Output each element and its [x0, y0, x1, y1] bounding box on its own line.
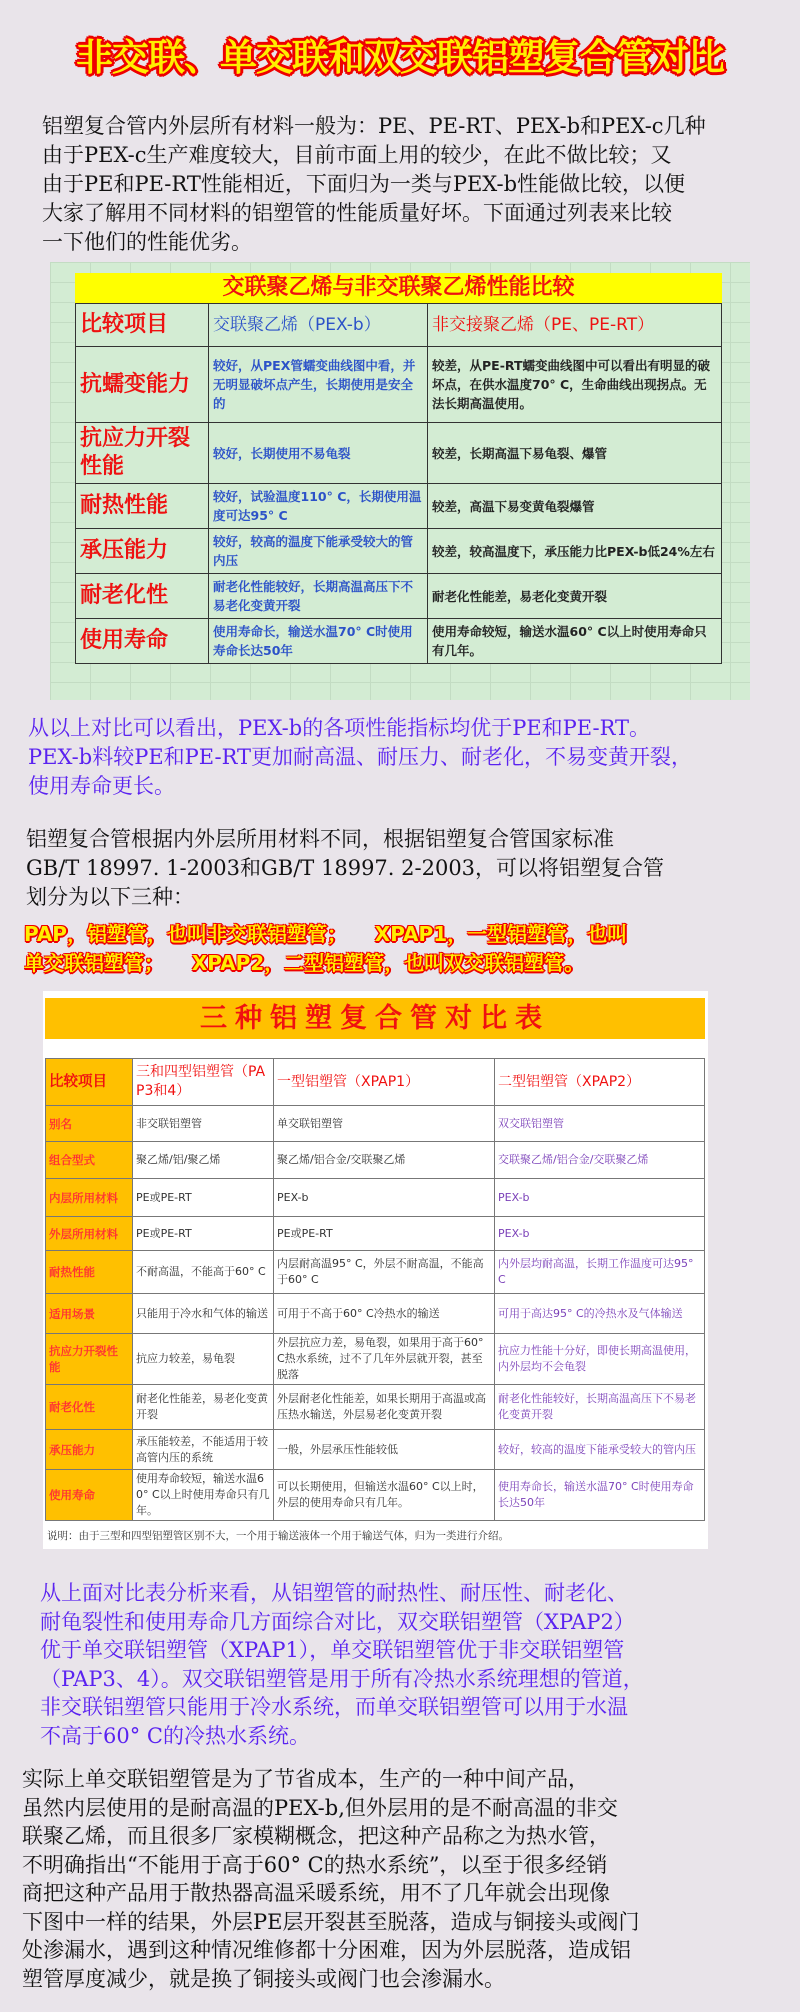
- row-label: 适用场景: [46, 1294, 133, 1334]
- text-line: 联聚乙烯，而且很多厂家模糊概念，把这种产品称之为热水管，: [22, 1824, 610, 1848]
- table-cell: 使用寿命较短，输送水温60° C以上时使用寿命只有几年。: [133, 1470, 274, 1521]
- table-row: [46, 1142, 705, 1179]
- table-cell: 非交联铝塑管: [133, 1106, 274, 1142]
- table-cell: 一般，外层承压性能较低: [274, 1430, 495, 1470]
- row-label: 耐热性能: [46, 1251, 133, 1294]
- table-cell: 聚乙烯/铝合金/交联聚乙烯: [274, 1142, 495, 1179]
- table-row: [46, 1179, 705, 1217]
- row-label: 承压能力: [76, 529, 209, 574]
- table-row: [46, 1385, 705, 1430]
- row-label: 抗应力开裂性能: [46, 1334, 133, 1385]
- table-cell: 耐老化性能差，易老化变黄开裂: [428, 574, 722, 619]
- text-line: PEX-b料较PE和PE-RT更加耐高温、耐压力、耐老化，不易变黄开裂，: [28, 745, 693, 769]
- table-cell: 可以长期使用，但输送水温60° C以上时，外层的使用寿命只有几年。: [274, 1470, 495, 1521]
- text-line: 下图中一样的结果，外层PE层开裂甚至脱落，造成与铜接头或阀门: [22, 1909, 640, 1934]
- table-cell: 较好，较高的温度下能承受较大的管内压: [209, 529, 428, 574]
- table-cell: 内外层均耐高温，长期工作温度可达95° C: [495, 1251, 705, 1294]
- table-cell: 耐老化性能较好，长期高温高压下不易老化变黄开裂: [495, 1385, 705, 1430]
- table-row: [46, 1470, 705, 1521]
- table-row: [76, 423, 722, 484]
- table-cell: 较好，试验温度110° C，长期使用温度可达95° C: [209, 484, 428, 529]
- column-header: 比较项目: [76, 304, 209, 347]
- pipe-types-highlight: [24, 920, 800, 978]
- pex-vs-pe-comparison-table: [75, 303, 722, 664]
- table2-note: 说明：由于三型和四型铝塑管区别不大，一个用于输送液体一个用于输送气体，归为一类进行介绍。: [47, 1530, 509, 1542]
- row-label: 抗应力开裂性能: [76, 423, 209, 484]
- row-label: 承压能力: [46, 1430, 133, 1470]
- table-cell: 较好，长期使用不易龟裂: [209, 423, 428, 484]
- column-header: 比较项目: [46, 1059, 133, 1106]
- table-row: [46, 1217, 705, 1251]
- text-line: 虽然内层使用的是耐高温的PEX-b,但外层用的是不耐高温的非交: [22, 1795, 618, 1820]
- column-header: 三和四型铝塑管（PAP3和4）: [133, 1059, 274, 1106]
- text-line: 由于PEX-c生产难度较大，目前市面上用的较少，在此不做比较；又: [42, 143, 672, 167]
- table-cell: 较好，从PEX管蠕变曲线图中看，并无明显破坏点产生，长期使用是安全的: [209, 347, 428, 423]
- text-line: 不高于60° C的冷热水系统。: [40, 1723, 310, 1748]
- text-line: （PAP3、4）。双交联铝塑管是用于所有冷热水系统理想的管道，: [40, 1666, 644, 1691]
- summary2-paragraph: [40, 1579, 800, 1750]
- table-cell: 较差，高温下易变黄龟裂爆管: [428, 484, 722, 529]
- table-cell: 承压能较差，不能适用于较高管内压的系统: [133, 1430, 274, 1470]
- table2-panel: [43, 991, 708, 1549]
- table-row: [76, 347, 722, 423]
- table-cell: 内层耐高温95° C，外层不耐高温，不能高于60° C: [274, 1251, 495, 1294]
- conclusion-paragraph: [22, 1765, 800, 1993]
- text-line: 非交联铝塑管只能用于冷水系统，而单交联铝塑管可以用于水温: [40, 1695, 628, 1719]
- page-title: 非交联、单交联和双交联铝塑复合管对比: [76, 36, 724, 79]
- column-header: 非交接聚乙烯（PE、PE-RT）: [428, 304, 722, 347]
- text-line: 划分为以下三种：: [26, 885, 194, 909]
- row-label: 组合型式: [46, 1142, 133, 1179]
- table-cell: PE或PE-RT: [133, 1217, 274, 1251]
- table-cell: 耐老化性能差，易老化变黄开裂: [133, 1385, 274, 1430]
- row-label: 外层所用材料: [46, 1217, 133, 1251]
- table-header-row: [46, 1059, 705, 1106]
- row-label: 内层所用材料: [46, 1179, 133, 1217]
- text-line: 由于PE和PE-RT性能相近，下面归为一类与PEX-b性能做比较，以便: [42, 172, 686, 196]
- table2-spacer: [43, 1039, 708, 1058]
- table-row: [76, 484, 722, 529]
- table-cell: 可用于不高于60° C冷热水的输送: [274, 1294, 495, 1334]
- text-line: 大家了解用不同材料的铝塑管的性能质量好坏。下面通过列表来比较: [42, 201, 672, 225]
- text-line: 铝塑复合管内外层所有材料一般为：PE、PE-RT、PEX-b和PEX-c几种: [42, 114, 706, 138]
- table-row: [76, 529, 722, 574]
- text-line: 铝塑复合管根据内外层所用材料不同，根据铝塑复合管国家标准: [26, 827, 614, 851]
- three-pipe-types-table: [45, 1058, 705, 1521]
- text-line: 使用寿命更长。: [28, 774, 175, 798]
- text-line: 处渗漏水，遇到这种情况维修都十分困难，因为外层脱落，造成铝: [22, 1938, 631, 1962]
- table-cell: 使用寿命长，输送水温70° C时使用寿命长达50年: [209, 619, 428, 664]
- text-line: 单交联铝塑管； XPAP2，二型铝塑管，也叫双交联铝塑管。: [24, 951, 585, 975]
- intro-paragraph: [42, 112, 800, 257]
- table-row: [76, 619, 722, 664]
- text-line: 从以上对比可以看出，PEX-b的各项性能指标均优于PE和PE-RT。: [28, 716, 651, 740]
- table2-title: 三种铝塑复合管对比表: [45, 998, 705, 1039]
- row-label: 使用寿命: [76, 619, 209, 664]
- row-label: 耐老化性: [76, 574, 209, 619]
- table-cell: 使用寿命较短，输送水温60° C以上时使用寿命只有几年。: [428, 619, 722, 664]
- table-row: [46, 1251, 705, 1294]
- table-cell: 较好，较高的温度下能承受较大的管内压: [495, 1430, 705, 1470]
- table-cell: PEX-b: [495, 1179, 705, 1217]
- table-row: [76, 574, 722, 619]
- table-cell: 不耐高温，不能高于60° C: [133, 1251, 274, 1294]
- text-line: 实际上单交联铝塑管是为了节省成本，生产的一种中间产品，: [22, 1767, 589, 1791]
- table-row: [46, 1430, 705, 1470]
- standard-paragraph: [26, 825, 800, 912]
- table-cell: 较差，长期高温下易龟裂、爆管: [428, 423, 722, 484]
- text-line: 一下他们的性能优劣。: [42, 230, 252, 254]
- column-header: 交联聚乙烯（PEX-b）: [209, 304, 428, 347]
- table-cell: 耐老化性能较好，长期高温高压下不易老化变黄开裂: [209, 574, 428, 619]
- text-line: 不明确指出“不能用于高于60° C的热水系统”，以至于很多经销: [22, 1852, 608, 1877]
- table-row: [46, 1106, 705, 1142]
- table-cell: 双交联铝塑管: [495, 1106, 705, 1142]
- row-label: 使用寿命: [46, 1470, 133, 1521]
- table1-panel: [50, 262, 750, 700]
- text-line: GB/T 18997. 1-2003和GB/T 18997. 2-2003，可以将铝塑复合管: [26, 856, 665, 880]
- table-row: [46, 1334, 705, 1385]
- text-line: 从上面对比表分析来看，从铝塑管的耐热性、耐压性、耐老化、: [40, 1581, 628, 1605]
- table-cell: 抗应力性能十分好，即使长期高温使用，内外层均不会龟裂: [495, 1334, 705, 1385]
- row-label: 耐老化性: [46, 1385, 133, 1430]
- table-cell: 只能用于冷水和气体的输送: [133, 1294, 274, 1334]
- table-cell: 单交联铝塑管: [274, 1106, 495, 1142]
- row-label: 抗蠕变能力: [76, 347, 209, 423]
- table-cell: 聚乙烯/铝/聚乙烯: [133, 1142, 274, 1179]
- row-label: 耐热性能: [76, 484, 209, 529]
- table-cell: PEX-b: [495, 1217, 705, 1251]
- column-header: 二型铝塑管（XPAP2）: [495, 1059, 705, 1106]
- table1-title: 交联聚乙烯与非交联聚乙烯性能比较: [75, 273, 722, 303]
- text-line: 优于单交联铝塑管（XPAP1），单交联铝塑管优于非交联铝塑管: [40, 1638, 625, 1662]
- text-line: PAP，铝塑管，也叫非交联铝塑管； XPAP1，一型铝塑管，也叫: [24, 922, 628, 946]
- table-row: [46, 1294, 705, 1334]
- summary1-paragraph: [28, 714, 800, 801]
- table-cell: PE或PE-RT: [133, 1179, 274, 1217]
- table-cell: 可用于高达95° C的冷热水及气体输送: [495, 1294, 705, 1334]
- row-label: 别名: [46, 1106, 133, 1142]
- table-cell: 外层抗应力差，易龟裂，如果用于高于60° C热水系统，过不了几年外层就开裂，甚至脱落: [274, 1334, 495, 1385]
- table-cell: 抗应力较差，易龟裂: [133, 1334, 274, 1385]
- table-cell: 交联聚乙烯/铝合金/交联聚乙烯: [495, 1142, 705, 1179]
- text-line: 塑管厚度减少，就是换了铜接头或阀门也会渗漏水。: [22, 1966, 505, 1991]
- table-cell: 使用寿命长，输送水温70° C时使用寿命长达50年: [495, 1470, 705, 1521]
- column-header: 一型铝塑管（XPAP1）: [274, 1059, 495, 1106]
- table-cell: 外层耐老化性能差，如果长期用于高温或高压热水输送，外层易老化变黄开裂: [274, 1385, 495, 1430]
- table-header-row: [76, 304, 722, 347]
- text-line: 商把这种产品用于散热器高温采暖系统，用不了几年就会出现像: [22, 1881, 610, 1905]
- text-line: 耐龟裂性和使用寿命几方面综合对比，双交联铝塑管（XPAP2）: [40, 1609, 635, 1634]
- table-cell: 较差，从PE-RT蠕变曲线图中可以看出有明显的破坏点，在供水温度70° C，生命曲线出现拐点。无法长期高温使用。: [428, 347, 722, 423]
- table-cell: PE或PE-RT: [274, 1217, 495, 1251]
- table-cell: 较差，较高温度下，承压能力比PEX-b低24%左右: [428, 529, 722, 574]
- table-cell: PEX-b: [274, 1179, 495, 1217]
